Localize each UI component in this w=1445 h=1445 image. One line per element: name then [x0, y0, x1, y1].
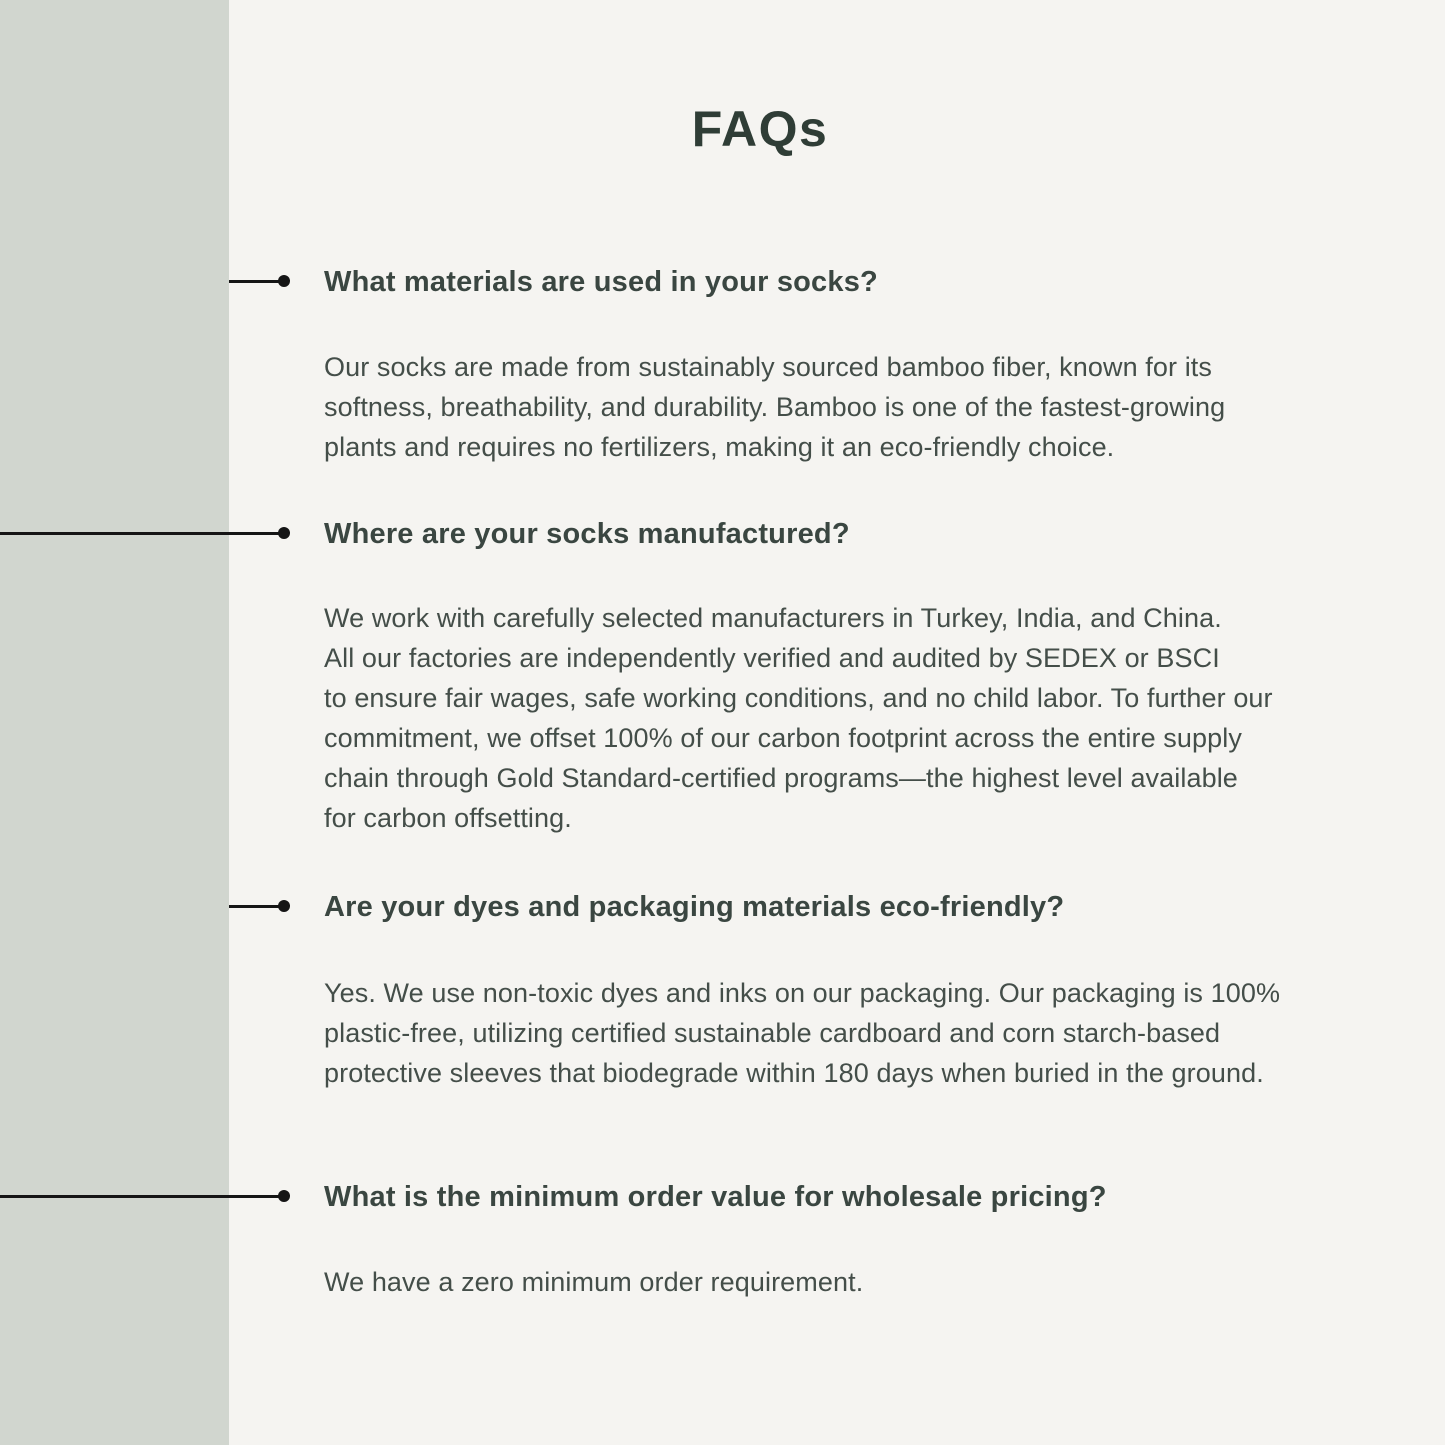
faq2-answer-line: All our factories are independently verified and audited by SEDEX or BSCI [324, 643, 1220, 673]
faq2-answer-line: chain through Gold Standard-certified programs—the highest level available [324, 763, 1238, 793]
faq2-answer [324, 598, 1273, 838]
faq2-answer-line: We work with carefully selected manufacturers in Turkey, India, and China. [324, 603, 1222, 633]
faq4-bullet-dot-icon [278, 1190, 290, 1202]
faq3-answer [324, 973, 1280, 1093]
faq3-answer-line: plastic-free, utilizing certified sustainable cardboard and corn starch-based [324, 1018, 1221, 1048]
faq4-answer-line: We have a zero minimum order requirement. [324, 1267, 864, 1297]
faq3-answer-line: protective sleeves that biodegrade within 180 days when buried in the ground. [324, 1058, 1264, 1088]
left-sidebar-band [0, 0, 229, 1445]
faq1-bullet-dot-icon [278, 275, 290, 287]
faq2-connector-line [0, 532, 286, 535]
faq1-answer-line: softness, breathability, and durability. Bamboo is one of the fastest-growing [324, 392, 1226, 422]
faq2-answer-line: to ensure fair wages, safe working conditions, and no child labor. To further our [324, 683, 1273, 713]
faq1-answer-line: Our socks are made from sustainably sourced bamboo fiber, known for its [324, 352, 1213, 382]
faq3-answer-line: Yes. We use non-toxic dyes and inks on our packaging. Our packaging is 100% [324, 978, 1281, 1008]
faq3-question: Are your dyes and packaging materials eco-friendly? [324, 891, 1065, 923]
faq1-question: What materials are used in your socks? [324, 266, 878, 298]
page-title: FAQs [691, 101, 829, 157]
faq2-bullet-dot-icon [278, 527, 290, 539]
faq1-answer-line: plants and requires no fertilizers, making it an eco-friendly choice. [324, 432, 1115, 462]
faq1-answer [324, 347, 1225, 467]
faq4-answer [324, 1262, 863, 1302]
faq4-question: What is the minimum order value for wholesale pricing? [324, 1181, 1107, 1213]
faq2-answer-line: commitment, we offset 100% of our carbon footprint across the entire supply [324, 723, 1242, 753]
faq3-bullet-dot-icon [278, 900, 290, 912]
faq2-question: Where are your socks manufactured? [324, 518, 850, 550]
faq2-answer-line: for carbon offsetting. [324, 803, 572, 833]
faq4-connector-line [0, 1195, 286, 1198]
